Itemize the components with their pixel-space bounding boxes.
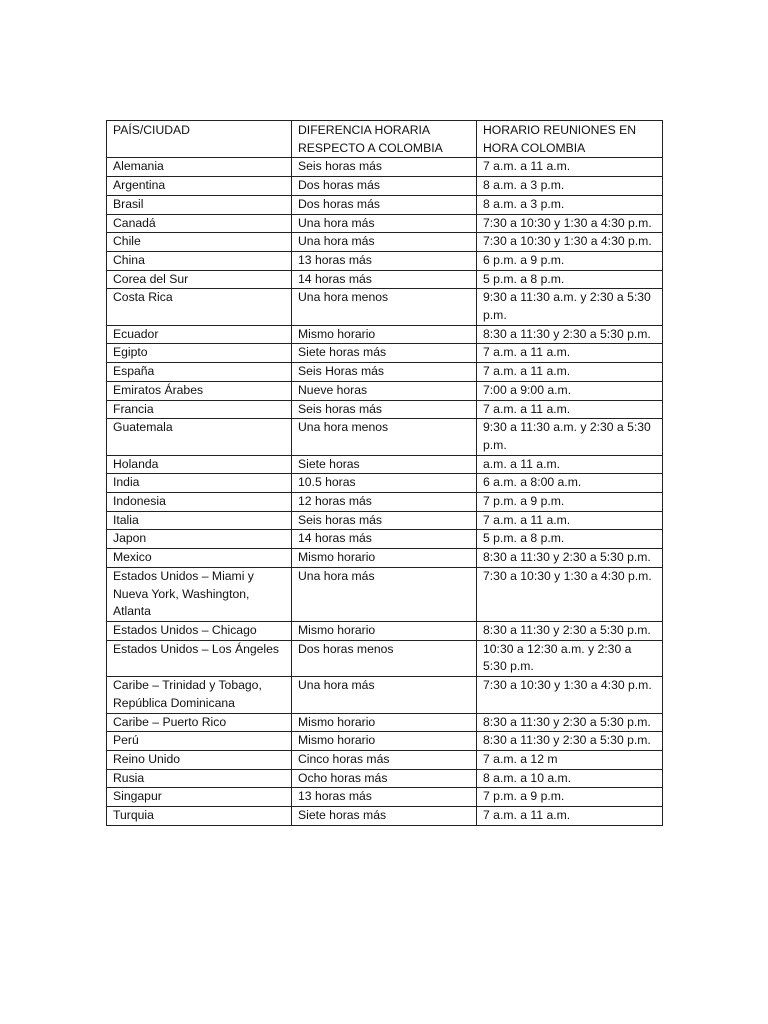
cell-time-difference: 13 horas más	[292, 788, 477, 807]
cell-time-difference: Seis horas más	[292, 511, 477, 530]
cell-time-difference: Una hora más	[292, 567, 477, 621]
cell-time-difference: Siete horas más	[292, 344, 477, 363]
cell-country-city: China	[107, 251, 292, 270]
table-row	[107, 455, 663, 474]
cell-meeting-hours: 10:30 a 12:30 a.m. y 2:30 a 5:30 p.m.	[477, 640, 663, 676]
table-body	[107, 158, 663, 825]
cell-meeting-hours: 7 a.m. a 11 a.m.	[477, 344, 663, 363]
cell-country-city: Estados Unidos – Chicago	[107, 621, 292, 640]
cell-meeting-hours: 9:30 a 11:30 a.m. y 2:30 a 5:30 p.m.	[477, 419, 663, 455]
cell-country-city: Francia	[107, 400, 292, 419]
cell-time-difference: Seis Horas más	[292, 363, 477, 382]
header-meeting-hours: HORARIO REUNIONES EN HORA COLOMBIA	[477, 121, 663, 158]
cell-meeting-hours: 5 p.m. a 8 p.m.	[477, 270, 663, 289]
cell-time-difference: Una hora menos	[292, 419, 477, 455]
cell-meeting-hours: 7:00 a 9:00 a.m.	[477, 381, 663, 400]
table-row	[107, 325, 663, 344]
cell-time-difference: Mismo horario	[292, 549, 477, 568]
cell-country-city: Reino Unido	[107, 750, 292, 769]
cell-country-city: Costa Rica	[107, 289, 292, 325]
cell-meeting-hours: 7 a.m. a 11 a.m.	[477, 363, 663, 382]
table-row	[107, 214, 663, 233]
cell-time-difference: Mismo horario	[292, 713, 477, 732]
cell-meeting-hours: 9:30 a 11:30 a.m. y 2:30 a 5:30 p.m.	[477, 289, 663, 325]
table-row	[107, 750, 663, 769]
table-row	[107, 530, 663, 549]
cell-country-city: Estados Unidos – Los Ángeles	[107, 640, 292, 676]
table-row	[107, 158, 663, 177]
cell-country-city: Argentina	[107, 177, 292, 196]
cell-time-difference: Dos horas más	[292, 195, 477, 214]
cell-time-difference: 13 horas más	[292, 251, 477, 270]
table-row	[107, 732, 663, 751]
cell-time-difference: Ocho horas más	[292, 769, 477, 788]
cell-meeting-hours: 7 a.m. a 11 a.m.	[477, 511, 663, 530]
cell-time-difference: Seis horas más	[292, 158, 477, 177]
cell-country-city: Turquia	[107, 807, 292, 826]
cell-meeting-hours: 8:30 a 11:30 y 2:30 a 5:30 p.m.	[477, 325, 663, 344]
cell-time-difference: Dos horas más	[292, 177, 477, 196]
cell-meeting-hours: 8:30 a 11:30 y 2:30 a 5:30 p.m.	[477, 713, 663, 732]
cell-country-city: Alemania	[107, 158, 292, 177]
cell-meeting-hours: 8 a.m. a 3 p.m.	[477, 195, 663, 214]
cell-country-city: Guatemala	[107, 419, 292, 455]
cell-country-city: España	[107, 363, 292, 382]
cell-time-difference: Seis horas más	[292, 400, 477, 419]
cell-country-city: Rusia	[107, 769, 292, 788]
cell-country-city: India	[107, 474, 292, 493]
header-country-city: PAÍS/CIUDAD	[107, 121, 292, 158]
table-row	[107, 769, 663, 788]
cell-time-difference: 14 horas más	[292, 530, 477, 549]
cell-meeting-hours: a.m. a 11 a.m.	[477, 455, 663, 474]
header-row	[107, 121, 663, 158]
cell-time-difference: Mismo horario	[292, 325, 477, 344]
cell-country-city: Italia	[107, 511, 292, 530]
table-row	[107, 788, 663, 807]
table-row	[107, 549, 663, 568]
cell-country-city: Singapur	[107, 788, 292, 807]
cell-country-city: Japon	[107, 530, 292, 549]
cell-meeting-hours: 6 p.m. a 9 p.m.	[477, 251, 663, 270]
table-row	[107, 177, 663, 196]
cell-country-city: Ecuador	[107, 325, 292, 344]
table-row	[107, 289, 663, 325]
cell-country-city: Caribe – Puerto Rico	[107, 713, 292, 732]
cell-country-city: Perú	[107, 732, 292, 751]
cell-meeting-hours: 7:30 a 10:30 y 1:30 a 4:30 p.m.	[477, 677, 663, 713]
cell-country-city: Corea del Sur	[107, 270, 292, 289]
cell-meeting-hours: 7:30 a 10:30 y 1:30 a 4:30 p.m.	[477, 567, 663, 621]
cell-time-difference: 14 horas más	[292, 270, 477, 289]
cell-time-difference: 12 horas más	[292, 493, 477, 512]
table-row	[107, 511, 663, 530]
table-row	[107, 713, 663, 732]
table-row	[107, 251, 663, 270]
cell-time-difference: Una hora más	[292, 233, 477, 252]
cell-time-difference: Cinco horas más	[292, 750, 477, 769]
cell-country-city: Estados Unidos – Miami y Nueva York, Washington, Atlanta	[107, 567, 292, 621]
cell-meeting-hours: 7 p.m. a 9 p.m.	[477, 788, 663, 807]
table-row	[107, 493, 663, 512]
cell-meeting-hours: 6 a.m. a 8:00 a.m.	[477, 474, 663, 493]
table-row	[107, 567, 663, 621]
cell-country-city: Indonesia	[107, 493, 292, 512]
table-header	[107, 121, 663, 158]
cell-time-difference: 10.5 horas	[292, 474, 477, 493]
cell-country-city: Egipto	[107, 344, 292, 363]
cell-country-city: Brasil	[107, 195, 292, 214]
header-time-difference: DIFERENCIA HORARIA RESPECTO A COLOMBIA	[292, 121, 477, 158]
cell-meeting-hours: 8 a.m. a 3 p.m.	[477, 177, 663, 196]
cell-meeting-hours: 8:30 a 11:30 y 2:30 a 5:30 p.m.	[477, 621, 663, 640]
table-row	[107, 807, 663, 826]
table-row	[107, 363, 663, 382]
cell-meeting-hours: 7 a.m. a 11 a.m.	[477, 400, 663, 419]
cell-country-city: Canadá	[107, 214, 292, 233]
table-row	[107, 640, 663, 676]
cell-meeting-hours: 7 a.m. a 11 a.m.	[477, 807, 663, 826]
table-row	[107, 474, 663, 493]
cell-time-difference: Siete horas más	[292, 807, 477, 826]
table-row	[107, 677, 663, 713]
time-zone-table	[106, 120, 663, 826]
cell-meeting-hours: 7:30 a 10:30 y 1:30 a 4:30 p.m.	[477, 214, 663, 233]
cell-meeting-hours: 8 a.m. a 10 a.m.	[477, 769, 663, 788]
cell-time-difference: Dos horas menos	[292, 640, 477, 676]
cell-country-city: Holanda	[107, 455, 292, 474]
cell-country-city: Mexico	[107, 549, 292, 568]
table-row	[107, 621, 663, 640]
cell-time-difference: Mismo horario	[292, 621, 477, 640]
table-row	[107, 400, 663, 419]
cell-time-difference: Nueve horas	[292, 381, 477, 400]
cell-time-difference: Una hora más	[292, 214, 477, 233]
cell-country-city: Chile	[107, 233, 292, 252]
cell-meeting-hours: 7 p.m. a 9 p.m.	[477, 493, 663, 512]
table-row	[107, 419, 663, 455]
cell-meeting-hours: 8:30 a 11:30 y 2:30 a 5:30 p.m.	[477, 549, 663, 568]
cell-time-difference: Una hora más	[292, 677, 477, 713]
table-row	[107, 344, 663, 363]
cell-meeting-hours: 7 a.m. a 11 a.m.	[477, 158, 663, 177]
cell-meeting-hours: 7 a.m. a 12 m	[477, 750, 663, 769]
cell-time-difference: Siete horas	[292, 455, 477, 474]
cell-meeting-hours: 8:30 a 11:30 y 2:30 a 5:30 p.m.	[477, 732, 663, 751]
cell-time-difference: Mismo horario	[292, 732, 477, 751]
table-row	[107, 233, 663, 252]
cell-meeting-hours: 7:30 a 10:30 y 1:30 a 4:30 p.m.	[477, 233, 663, 252]
cell-country-city: Emiratos Árabes	[107, 381, 292, 400]
cell-time-difference: Una hora menos	[292, 289, 477, 325]
cell-country-city: Caribe – Trinidad y Tobago, República Dominicana	[107, 677, 292, 713]
table-row	[107, 195, 663, 214]
table-row	[107, 381, 663, 400]
table-row	[107, 270, 663, 289]
cell-meeting-hours: 5 p.m. a 8 p.m.	[477, 530, 663, 549]
